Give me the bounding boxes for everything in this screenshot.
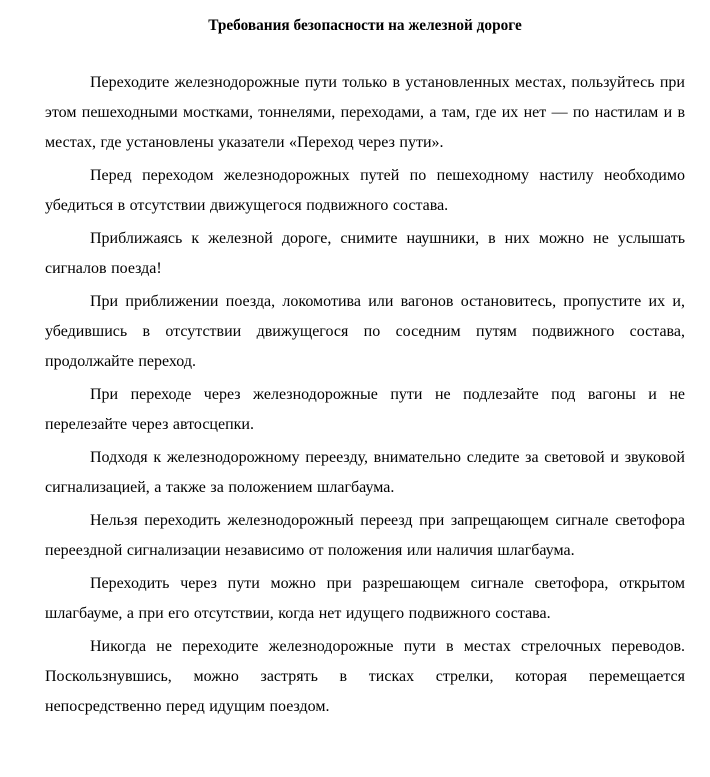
paragraph-check-before-crossing: Перед переходом железнодорожных путей по пешеходному настилу необходимо убедиться в отсутствии движущегося подвижного состава. [45, 167, 685, 214]
paragraph-wagons: При переходе через железнодорожные пути не подлезайте под вагоны и не перелезайте через автосцепки. [45, 386, 685, 433]
document-page [45, 13, 685, 725]
paragraph-permitting-signal: Переходить через пути можно при разрешающем сигнале светофора, открытом шлагбауме, а при его отсутствии, когда нет идущего подвижного состава. [45, 575, 685, 622]
paragraph-crossing-places: Переходите железнодорожные пути только в установленных местах, пользуйтесь при этом пешеходными мостками, тоннелями, переходами, а там, где их нет — по настилам и в местах, где установлены указатели «Переход через пути». [45, 74, 685, 151]
paragraph-switches: Никогда не переходите железнодорожные пути в местах стрелочных переводов. Поскользнувшись, можно застрять в тисках стрелки, которая перемещается непосредственно перед идущим поездом. [45, 638, 685, 715]
paragraph-approaching-train: При приближении поезда, локомотива или вагонов остановитесь, пропустите их и, убедившись в отсутствии движущегося по соседним путям подвижного состава, продолжайте переход. [45, 293, 685, 370]
paragraph-prohibiting-signal: Нельзя переходить железнодорожный переезд при запрещающем сигнале светофора переездной сигнализации независимо от положения или наличия шлагбаума. [45, 512, 685, 559]
paragraph-headphones: Приближаясь к железной дороге, снимите наушники, в них можно не услышать сигналов поезда! [45, 230, 685, 277]
document-title: Требования безопасности на железной дороге [208, 17, 522, 34]
paragraph-level-crossing-signals: Подходя к железнодорожному переезду, внимательно следите за световой и звуковой сигнализацией, а также за положением шлагбаума. [45, 449, 685, 496]
